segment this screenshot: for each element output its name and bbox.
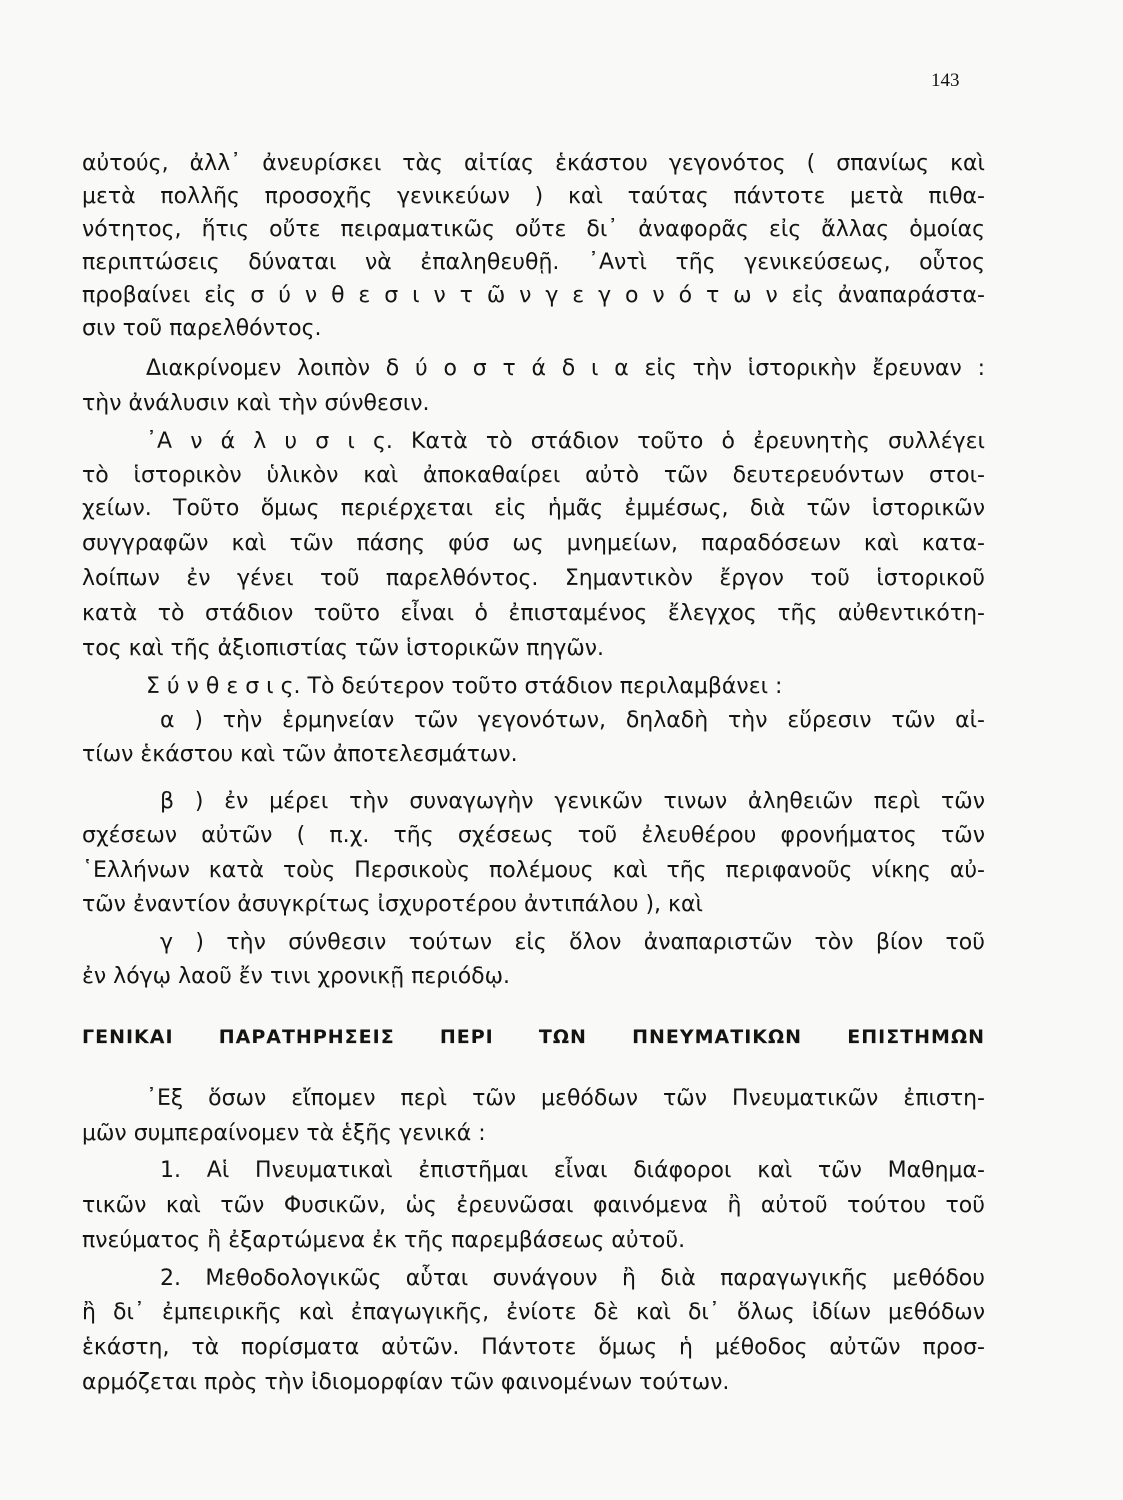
text-line: τῶν ἐναντίον ἀσυγκρίτως ἰσχυροτέρου ἀντιπάλου ), καὶ — [82, 892, 703, 917]
text-line: προβαίνει εἰς σ ύ ν θ ε σ ι ν τ ῶ ν γ ε γ ο ν ό τ ω ν εἰς ἀναπαράστα- — [82, 283, 985, 308]
text-line: α ) τὴν ἑρμηνείαν τῶν γεγονότων, δηλαδὴ τὴν εὕρεσιν τῶν αἰ- — [160, 708, 985, 733]
text-line: μετὰ πολλῆς προσοχῆς γενικεύων ) καὶ ταύτας πάντοτε μετὰ πιθα- — [82, 184, 985, 209]
text-line: γ ) τὴν σύνθεσιν τούτων εἰς ὅλον ἀναπαριστῶν τὸν βίον τοῦ — [160, 930, 985, 955]
text-line: χείων. Τοῦτο ὅμως περιέρχεται εἰς ἡμᾶς ἐμμέσως, διὰ τῶν ἱστορικῶν — [82, 496, 985, 521]
text-line: β ) ἐν μέρει τὴν συναγωγὴν γενικῶν τινων ἀληθειῶν περὶ τῶν — [160, 789, 985, 814]
text-line: σχέσεων αὐτῶν ( π.χ. τῆς σχέσεως τοῦ ἐλευθέρου φρονήματος τῶν — [82, 823, 985, 848]
text-line: κατὰ τὸ στάδιον τοῦτο εἶναι ὁ ἐπισταμένος ἔλεγχος τῆς αὐθεντικότη- — [82, 601, 985, 626]
text-line: Σ ύ ν θ ε σ ι ς. Τὸ δεύτερον τοῦτο στάδιον περιλαμβάνει : — [146, 674, 783, 699]
text-line: λοίπων ἐν γένει τοῦ παρελθόντος. Σημαντικὸν ἔργον τοῦ ἱστορικοῦ — [82, 566, 985, 591]
text-line: ῾Ελλήνων κατὰ τοὺς Περσικοὺς πολέμους καὶ τῆς περιφανοῦς νίκης αὐ- — [82, 858, 985, 883]
text-line: 2. Μεθοδολογικῶς αὗται συνάγουν ἢ διὰ παραγωγικῆς μεθόδου — [160, 1266, 985, 1291]
text-line: ἢ δι᾽ ἐμπειρικῆς καὶ ἐπαγωγικῆς, ἐνίοτε δὲ καὶ δι᾽ ὅλως ἰδίων μεθόδων — [82, 1300, 985, 1325]
text-line: πνεύματος ἢ ἐξαρτώμενα ἐκ τῆς παρεμβάσεως αὐτοῦ. — [82, 1228, 686, 1253]
text-line: τικῶν καὶ τῶν Φυσικῶν, ὡς ἐρευνῶσαι φαινόμενα ἢ αὐτοῦ τούτου τοῦ — [82, 1193, 985, 1218]
text-line: περιπτώσεις δύναται νὰ ἐπαληθευθῇ. ᾽Αντὶ τῆς γενικεύσεως, οὗτος — [82, 250, 985, 275]
text-line: αρμόζεται πρὸς τὴν ἰδιομορφίαν τῶν φαινομένων τούτων. — [82, 1370, 730, 1395]
text-line: τος καὶ τῆς ἀξιοπιστίας τῶν ἱστορικῶν πηγῶν. — [82, 636, 605, 661]
text-line: νότητος, ἥτις οὔτε πειραματικῶς οὔτε δι᾽ ἀναφορᾶς εἰς ἄλλας ὁμοίας — [82, 217, 985, 242]
text-line: 1. Αἱ Πνευματικαὶ ἐπιστῆμαι εἶναι διάφοροι καὶ τῶν Μαθημα- — [160, 1158, 985, 1183]
text-line: συγγραφῶν καὶ τῶν πάσης φύσ ως μνημείων, παραδόσεων καὶ κατα- — [82, 531, 985, 556]
text-line: Διακρίνομεν λοιπὸν δ ύ ο σ τ ά δ ι α εἰς τὴν ἱστορικὴν ἔρευναν : — [146, 356, 985, 381]
section-heading: ΓΕΝΙΚΑΙ ΠΑΡΑΤΗΡΗΣΕΙΣ ΠΕΡΙ ΤΩΝ ΠΝΕΥΜΑΤΙΚΩΝ ΕΠΙΣΤΗΜΩΝ — [82, 1026, 985, 1048]
text-line: τὸ ἱστορικὸν ὑλικὸν καὶ ἀποκαθαίρει αὐτὸ τῶν δευτερευόντων στοι- — [82, 463, 985, 488]
text-line: ᾽Α ν ά λ υ σ ι ς. Κατὰ τὸ στάδιον τοῦτο ὁ ἐρευνητὴς συλλέγει — [146, 429, 985, 454]
text-line: τὴν ἀνάλυσιν καὶ τὴν σύνθεσιν. — [82, 391, 430, 416]
text-line: μῶν συμπεραίνομεν τὰ ἑξῆς γενικά : — [82, 1121, 486, 1146]
page-number: 143 — [931, 70, 960, 91]
text-line: τίων ἑκάστου καὶ τῶν ἀποτελεσμάτων. — [82, 742, 518, 767]
text-line: ἑκάστη, τὰ πορίσματα αὐτῶν. Πάντοτε ὅμως ἡ μέθοδος αὐτῶν προσ- — [82, 1335, 985, 1360]
text-line: σιν τοῦ παρελθόντος. — [82, 316, 322, 341]
text-line: αὐτούς, ἀλλ᾽ ἀνευρίσκει τὰς αἰτίας ἑκάστου γεγονότος ( σπανίως καὶ — [82, 151, 985, 176]
text-line: ἐν λόγῳ λαοῦ ἔν τινι χρονικῇ περιόδῳ. — [82, 964, 511, 989]
text-line: ᾽Εξ ὅσων εἴπομεν περὶ τῶν μεθόδων τῶν Πνευματικῶν ἐπιστη- — [146, 1086, 985, 1111]
